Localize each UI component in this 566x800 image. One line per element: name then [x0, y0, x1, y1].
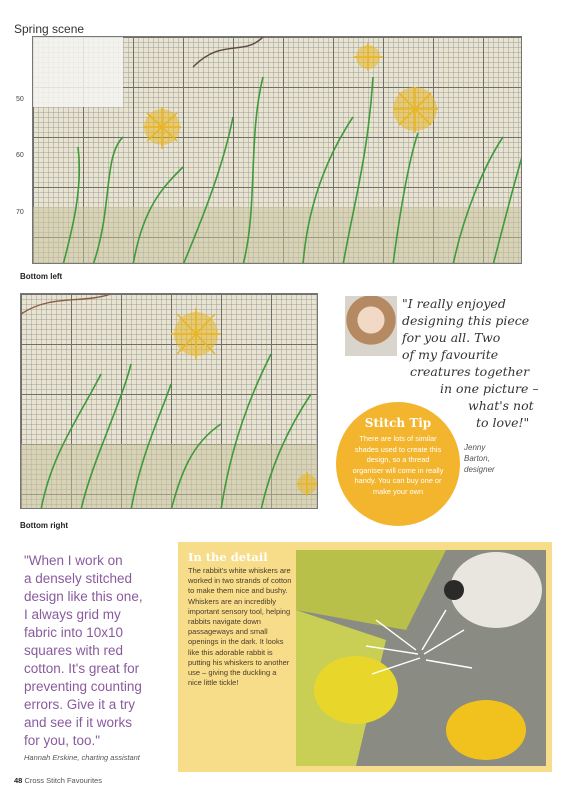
designer-credit-name: Jenny — [464, 443, 486, 452]
designer-credit-role: designer — [464, 465, 495, 474]
designer-credit — [464, 442, 495, 475]
stitch-tip-title: Stitch Tip — [364, 416, 432, 430]
chart-bottom-left-section — [20, 293, 318, 509]
designer-quote-line: creatures together — [410, 364, 530, 379]
assistant-quote — [24, 552, 174, 750]
designer-quote-line: in one picture – — [440, 381, 539, 396]
stitch-tip-badge — [336, 402, 460, 526]
detail-photo-artwork — [296, 550, 546, 766]
designer-photo — [345, 296, 397, 356]
assistant-quote-line: errors. Give it a try — [24, 697, 136, 712]
designer-quote-line: "I really enjoyed — [402, 296, 506, 311]
assistant-quote-line: cotton. It's great for — [24, 661, 140, 676]
stitch-tip-body: There are lots of similar shades used to create this design, so a thread organiser will come in really handy. You can buy one or make your own — [352, 434, 444, 496]
assistant-quote-line: for you, too." — [24, 733, 101, 748]
page-footer — [14, 776, 102, 785]
caption-bottom-right: Bottom right — [20, 521, 68, 530]
designer-quote-line: to love!" — [476, 415, 530, 430]
assistant-quote-line: preventing counting — [24, 679, 142, 694]
row-number-60: 60 — [16, 152, 24, 159]
page-title: Spring scene — [14, 22, 85, 36]
designer-credit-surname: Barton, — [464, 454, 490, 463]
detail-title: In the detail — [188, 550, 268, 564]
caption-bottom-left: Bottom left — [20, 272, 63, 281]
magazine-name: Cross Stitch Favourites — [24, 776, 102, 785]
designer-quote-line: designing this piece — [402, 313, 530, 328]
row-number-50: 50 — [16, 96, 24, 103]
in-the-detail-panel — [178, 542, 552, 772]
assistant-quote-line: and see if it works — [24, 715, 133, 730]
detail-body: The rabbit's white whiskers are worked in two strands of cotton to make them nice and bushy. Whiskers are an incredibly important sensory tool, helping rabbits navigate down passageways and small openings in the dark. It looks like this adorable rabbit is putting his whiskers to another use – giving the duckling a nice little tickle! — [188, 566, 292, 688]
page-number: 48 — [14, 776, 23, 785]
designer-quote-line: what's not — [468, 398, 534, 413]
assistant-quote-line: design like this one, — [24, 589, 143, 604]
row-number-70: 70 — [16, 209, 24, 216]
assistant-quote-line: fabric into 10x10 — [24, 625, 124, 640]
chart-bottom-left-artwork — [21, 294, 318, 509]
assistant-quote-line: I always grid my — [24, 607, 121, 622]
chart-top-artwork — [33, 37, 522, 264]
assistant-quote-line: "When I work on — [24, 553, 123, 568]
assistant-quote-line: squares with red — [24, 643, 124, 658]
chart-top-section — [32, 36, 522, 264]
designer-quote-line: for you all. Two — [402, 330, 501, 345]
assistant-quote-line: a densely stitched — [24, 571, 133, 586]
assistant-credit: Hannah Erskine, charting assistant — [24, 753, 140, 762]
detail-photo — [296, 550, 546, 766]
designer-quote-line: of my favourite — [402, 347, 499, 362]
